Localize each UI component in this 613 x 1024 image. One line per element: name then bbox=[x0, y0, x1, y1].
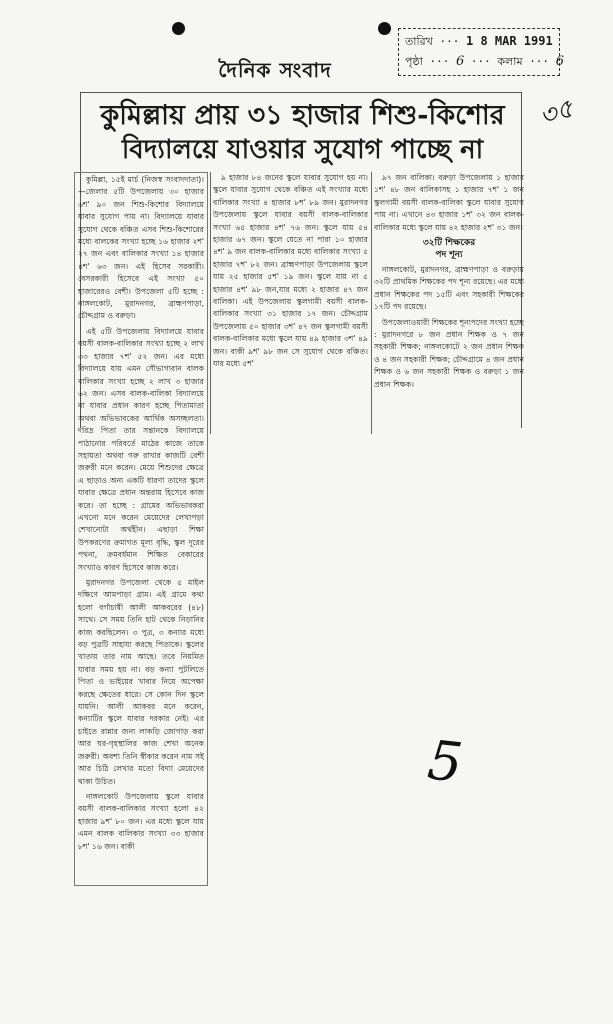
column-1-paragraph-3: মুরাদনগর উপজেলা থেকে ৫ মাইল দক্ষিণে আমপাড়া গ্রাম। এই গ্রামে কথা হলো বর্গাচাষী আলী আকবরের (৪৮) সাথে। সে সময় তিনি হাট থেকে নিড়ানির কাজ করছিলেন। ৩ পুত্র, ৩ কন্যার মধ্যে বড় পুত্রটি সাহায্য করছে পিতাকে। স্কুলের খাতায় তার নাম আছে। তবে নিয়মিত যাবার সময় হয় না। বড় কন্যা পুটলিতে পিতা ও ভাইয়ের খাবার নিয়ে অপেক্ষা করছে ক্ষেতের ধারে। সে কোন দিন স্কুলে যায়নি। আলী আকবর মনে করেন, কন্যাটির স্কুলে যাবার দরকার নেই। এর চাইতে রান্নার জন্য লাকড়ি জোগাড় করা আর ঘর-গৃহস্থালির কাজ শেখা অনেক জরুরী। অবশ্য তিনি স্বীকার করেন নাম সই আর চিঠি লেখার মতো বিদ্যা মেয়েদের থাকা উচিত। bbox=[78, 578, 204, 786]
column-1-paragraph-1: কুমিল্লা, ১৫ই মার্চ (নিজস্ব সংবাদদাতা)।—জেলার ৫টি উপজেলায় ৩০ হাজার ৬শ' ৯০ জন শিশু-কিশোর বিদ্যালয়ে যাবার সুযোগ পায় না। বিদ্যালয়ে যাবার সুযোগ থেকে বঞ্চিত এসব শিশু-কিশোরের মধ্যে বালকের সংখ্যা হচ্ছে ১৬ হাজার ২শ' ২৭ জন এবং বালিকার সংখ্যা ১৪ হাজার ৪শ' ৬৩ জন। এই হিসেব সরকারী। বেসরকারী হিসেবে এই সংখ্যা ৫০ হাজারেরও বেশী। উপজেলা ৫টি হচ্ছে : নাঙ্গলকোট, মুরাদনগর, ব্রাহ্মণপাড়া, চৌদ্দগ্রাম ও বরুড়া। bbox=[78, 175, 204, 321]
archive-date-stamp: তারিখ ··· 1 8 MAR 1991 পৃষ্ঠা ··· 6 ··· কলাম ··· 6 bbox=[398, 28, 560, 76]
article-column-1 bbox=[74, 172, 208, 886]
stamp-page-value: 6 bbox=[455, 54, 465, 69]
newspaper-masthead: দৈনিক সংবাদ bbox=[218, 58, 332, 82]
stamp-column-label: কলাম bbox=[497, 55, 523, 68]
punch-hole-left bbox=[172, 22, 185, 35]
headline-line-2: বিদ্যালয়ে যাওয়ার সুযোগ পাচ্ছে না bbox=[121, 135, 484, 165]
headline-line-1: কুমিল্লায় প্রায় ৩১ হাজার শিশু-কিশোর bbox=[100, 100, 505, 131]
handwritten-number-mark: 5 bbox=[424, 728, 466, 795]
column-1-paragraph-4: নাঙ্গলকোট উপজেলায় স্কুলে যাবার বয়সী বালক-বালিকার সংখ্যা হলো ৪২ হাজার ৯শ' ৮০ জন। এর মধ্যে স্কুলে যায় এমন বালক বালিকার সংখ্যা ৩৩ হাজার ৮শ' ১৬ জন। বাকী bbox=[78, 791, 204, 851]
stamp-date-label: তারিখ bbox=[405, 35, 433, 48]
column-divider-2 bbox=[371, 172, 372, 434]
column-3-paragraph-2: নাঙ্গলকোট, মুরাদনগর, ব্রাহ্মণপাড়া ও বরুড়ায় ৩২টি প্রাথমিক শিক্ষকের পদ শূন্য রয়েছে। এর মধ্যে প্রধান শিক্ষকের পদ ১৫টি এবং সহকারী শিক্ষকের ১৭টি পদ রয়েছে। bbox=[374, 265, 524, 312]
column-3-subhead-line-1: ৩২টি শিক্ষকের bbox=[422, 238, 476, 249]
margin-note-handwritten: ৩৫ bbox=[535, 93, 578, 133]
column-3-subhead-line-2: পদ শূন্য bbox=[435, 250, 463, 261]
column-divider-1 bbox=[210, 172, 211, 434]
column-3-paragraph-1: ৯৭ জন বালিকা। বরুড়া উপজেলায় ১ হাজার ১শ' ৪৮ জন বালিকাসহ ১ হাজার ৭শ' ১ জন স্কুলগামী বয়সী বালক-বালিকা স্কুলে যাবার সুযোগ পায় না। এখানে ৪৩ হাজার ১শ' ৩২ জন বালক-বালিকার মধ্যে স্কুলে যায় ৪২ হাজার ২শ' ৩১ জন। bbox=[374, 173, 524, 232]
punch-hole-right bbox=[378, 22, 391, 35]
article-headline bbox=[90, 98, 515, 168]
article-column-2 bbox=[213, 172, 368, 434]
column-1-paragraph-2: এই ৫টি উপজেলায় বিদ্যালয়ে যাবার বয়সী বালক-বালিকার সংখ্যা হচ্ছে ২ লাখ ৩৩ হাজার ৭শ' ৫২ জন। এর মধ্যে বিদ্যালয়ে যায় এমন সৌভাগ্যবান বালক বালিকার সংখ্যা হচ্ছে ২ লাখ ৩ হাজার ৬২ জন। এসব বালক-বালিকা বিদ্যালয়ে না যাবার প্রধান কারণ হচ্ছে পিতামাতা অথবা অভিভাবকের আর্থিক অসচ্ছলতা। দরিদ্র পিতা তার সন্তানকে বিদ্যালয়ে পাঠানোর পরিবর্তে মাঠের কাজে তাকে সহায়তা অথবা গরু রাখার কাজটি বেশী জরুরী মনে করেন। মেয়ে শিশুদের ক্ষেত্রে এ ছাড়াও অন্য একটি ধারণা তাদের স্কুলে যাবার ক্ষেত্রে প্রধান অন্তরায় হিসেবে কাজ করে। তা হচ্ছে : গ্রামের অভিভাবকরা এখনো মনে করেন মেয়েদের লেখাপড়া শেখানোটা অর্থহীন। এছাড়া শিক্ষা উপকরণের ক্রমাগত মূল্য বৃদ্ধি, স্কুল দূরের পথনা, ক্রমবর্ধমান শিক্ষিত বেকারের সংখ্যাও কারণ হিসেবে কাজ করে। bbox=[78, 326, 204, 572]
article-column-3 bbox=[374, 172, 524, 434]
column-3-paragraph-3: উপজেলাওয়ারী শিক্ষকের শূন্যপদের সংখ্যা হচ্ছে : মুরাদনগরে ৮ জন প্রধান শিক্ষক ও ৭ জন সহকারী শিক্ষক; নাঙ্গলকোটে ২ জন প্রধান শিক্ষক ও ৪ জন সহকারী শিক্ষক; চৌদ্দগ্রামে ৪ জন প্রধান শিক্ষক ও ৬ জন সহকারী শিক্ষক ও বরুড়া ১ জন প্রধান শিক্ষক। bbox=[374, 317, 524, 389]
column-2-paragraph-1: ৯ হাজার ৮৪ জনের স্কুলে যাবার সুযোগ হয় না। স্কুলে যাবার সুযোগ থেকে বঞ্চিত এই সংখ্যার মধ্যে বালিকার সংখ্যা ৪ হাজার ৮শ' ৮৯ জন। মুরাদনগর উপজেলায় স্কুলে যাবার বয়সী বালক-বালিকার সংখ্যা ৬৫ হাজার ৪শ' ৭৬ জন। স্কুলে যায় ৫৪ হাজার ৬৭ জন। স্কুলে যেতে না পারা ১০ হাজার ৪শ' ৯ জন বালক-বালিকার মধ্যে বালিকার সংখ্যা ৫ হাজার ৭শ' ৮২ জন। ব্রাহ্মণপাড়া উপজেলায় স্কুলে যায় ২৫ হাজার ৫শ' ১৯ জন। স্কুলে যায় না ৫ হাজার ৪শ' ৯৮ জন,যার মধ্যে ২ হাজার ৪৭ জন বালিকা। এই উপজেলায় স্কুলগামী বয়সী বালক-বালিকার সংখ্যা ৩১ হাজার ১৭ জন। চৌদ্দগ্রাম উপজেলায় ৫০ হাজার ৩শ' ৪৭ জন স্কুলগামী বয়সী বালক-বালিকার মধ্যে স্কুলে যায় ৪৯ হাজার ৩শ' ৪৯ জন। বাকী ৯শ' ৯৮ জন সে সুযোগ থেকে বঞ্চিত। যার মধ্যে ৫শ' bbox=[213, 173, 368, 369]
stamp-column-value: 6 bbox=[555, 54, 564, 69]
stamp-page-label: পৃষ্ঠা bbox=[405, 55, 423, 68]
stamp-date-value: 1 8 MAR 1991 bbox=[466, 34, 553, 48]
